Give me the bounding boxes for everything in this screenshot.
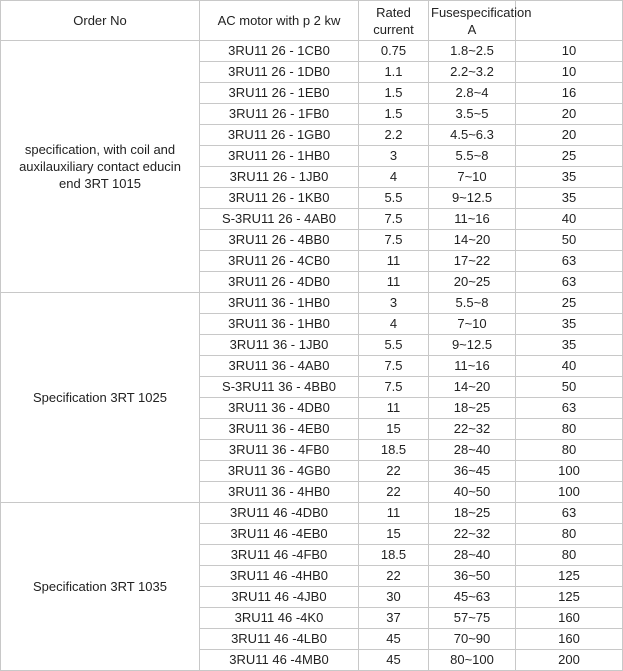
motor-power-cell: 15 bbox=[359, 524, 429, 545]
rated-current-cell: 17~22 bbox=[429, 251, 516, 272]
order-no-cell: 3RU11 36 - 4EB0 bbox=[200, 419, 359, 440]
order-no-cell: 3RU11 36 - 4HB0 bbox=[200, 482, 359, 503]
order-no-cell: 3RU11 46 -4FB0 bbox=[200, 545, 359, 566]
fuse-spec-cell: 125 bbox=[516, 587, 623, 608]
order-no-cell: 3RU11 26 - 1JB0 bbox=[200, 167, 359, 188]
rated-current-cell: 36~50 bbox=[429, 566, 516, 587]
header-rated-current: Rated current bbox=[359, 1, 429, 41]
motor-power-cell: 11 bbox=[359, 398, 429, 419]
order-no-cell: 3RU11 26 - 1DB0 bbox=[200, 62, 359, 83]
fuse-spec-cell: 35 bbox=[516, 314, 623, 335]
order-no-cell: 3RU11 36 - 1HB0 bbox=[200, 314, 359, 335]
order-no-cell: 3RU11 26 - 1GB0 bbox=[200, 125, 359, 146]
rated-current-cell: 9~12.5 bbox=[429, 188, 516, 209]
fuse-spec-cell: 40 bbox=[516, 356, 623, 377]
order-no-cell: 3RU11 36 - 4DB0 bbox=[200, 398, 359, 419]
fuse-spec-cell: 80 bbox=[516, 524, 623, 545]
fuse-spec-cell: 10 bbox=[516, 62, 623, 83]
order-no-cell: 3RU11 46 -4K0 bbox=[200, 608, 359, 629]
motor-power-cell: 7.5 bbox=[359, 356, 429, 377]
rated-current-cell: 2.2~3.2 bbox=[429, 62, 516, 83]
fuse-spec-cell: 125 bbox=[516, 566, 623, 587]
fuse-spec-cell: 63 bbox=[516, 398, 623, 419]
motor-power-cell: 11 bbox=[359, 251, 429, 272]
order-no-cell: 3RU11 46 -4LB0 bbox=[200, 629, 359, 650]
fuse-spec-cell: 35 bbox=[516, 188, 623, 209]
order-no-cell: 3RU11 36 - 4AB0 bbox=[200, 356, 359, 377]
order-no-cell: 3RU11 36 - 4FB0 bbox=[200, 440, 359, 461]
rated-current-cell: 36~45 bbox=[429, 461, 516, 482]
table-row bbox=[1, 503, 623, 524]
fuse-spec-cell: 200 bbox=[516, 650, 623, 671]
header-order-no: Order No bbox=[1, 1, 200, 41]
motor-power-cell: 15 bbox=[359, 419, 429, 440]
motor-power-cell: 4 bbox=[359, 167, 429, 188]
table-header bbox=[1, 1, 623, 41]
order-no-cell: 3RU11 26 - 1FB0 bbox=[200, 104, 359, 125]
order-no-cell: 3RU11 26 - 1KB0 bbox=[200, 188, 359, 209]
order-no-cell: 3RU11 46 -4MB0 bbox=[200, 650, 359, 671]
motor-power-cell: 5.5 bbox=[359, 188, 429, 209]
table-body bbox=[1, 41, 623, 671]
motor-power-cell: 22 bbox=[359, 482, 429, 503]
order-no-cell: 3RU11 26 - 1EB0 bbox=[200, 83, 359, 104]
fuse-spec-cell: 100 bbox=[516, 482, 623, 503]
group-label: Specification 3RT 1035 bbox=[1, 503, 200, 671]
rated-current-cell: 11~16 bbox=[429, 356, 516, 377]
motor-power-cell: 18.5 bbox=[359, 440, 429, 461]
fuse-spec-cell: 100 bbox=[516, 461, 623, 482]
rated-current-cell: 4.5~6.3 bbox=[429, 125, 516, 146]
motor-power-cell: 7.5 bbox=[359, 377, 429, 398]
motor-power-cell: 7.5 bbox=[359, 230, 429, 251]
motor-power-cell: 0.75 bbox=[359, 41, 429, 62]
order-no-cell: 3RU11 26 - 1HB0 bbox=[200, 146, 359, 167]
fuse-spec-cell: 25 bbox=[516, 293, 623, 314]
fuse-spec-cell: 16 bbox=[516, 83, 623, 104]
rated-current-cell: 70~90 bbox=[429, 629, 516, 650]
rated-current-cell: 80~100 bbox=[429, 650, 516, 671]
header-row bbox=[1, 1, 623, 41]
fuse-spec-cell: 35 bbox=[516, 335, 623, 356]
motor-power-cell: 5.5 bbox=[359, 335, 429, 356]
rated-current-cell: 5.5~8 bbox=[429, 293, 516, 314]
motor-power-cell: 3 bbox=[359, 146, 429, 167]
fuse-spec-cell: 80 bbox=[516, 419, 623, 440]
order-no-cell: 3RU11 36 - 4GB0 bbox=[200, 461, 359, 482]
order-no-cell: 3RU11 26 - 1CB0 bbox=[200, 41, 359, 62]
order-no-cell: 3RU11 46 -4EB0 bbox=[200, 524, 359, 545]
order-no-cell: 3RU11 46 -4HB0 bbox=[200, 566, 359, 587]
motor-power-cell: 4 bbox=[359, 314, 429, 335]
fuse-spec-cell: 80 bbox=[516, 545, 623, 566]
rated-current-cell: 20~25 bbox=[429, 272, 516, 293]
order-no-cell: 3RU11 26 - 4DB0 bbox=[200, 272, 359, 293]
fuse-spec-cell: 25 bbox=[516, 146, 623, 167]
fuse-spec-cell: 20 bbox=[516, 125, 623, 146]
order-no-cell: S-3RU11 36 - 4BB0 bbox=[200, 377, 359, 398]
rated-current-cell: 1.8~2.5 bbox=[429, 41, 516, 62]
rated-current-cell: 22~32 bbox=[429, 419, 516, 440]
table-row bbox=[1, 41, 623, 62]
motor-power-cell: 22 bbox=[359, 566, 429, 587]
rated-current-cell: 18~25 bbox=[429, 398, 516, 419]
motor-power-cell: 37 bbox=[359, 608, 429, 629]
motor-power-cell: 11 bbox=[359, 272, 429, 293]
order-no-cell: 3RU11 26 - 4BB0 bbox=[200, 230, 359, 251]
rated-current-cell: 7~10 bbox=[429, 314, 516, 335]
fuse-spec-cell: 63 bbox=[516, 251, 623, 272]
motor-power-cell: 22 bbox=[359, 461, 429, 482]
header-fuse-specification: Fusespecification A bbox=[429, 1, 516, 41]
order-no-cell: 3RU11 26 - 4CB0 bbox=[200, 251, 359, 272]
rated-current-cell: 7~10 bbox=[429, 167, 516, 188]
rated-current-cell: 28~40 bbox=[429, 545, 516, 566]
fuse-spec-cell: 10 bbox=[516, 41, 623, 62]
rated-current-cell: 14~20 bbox=[429, 377, 516, 398]
motor-power-cell: 7.5 bbox=[359, 209, 429, 230]
motor-power-cell: 3 bbox=[359, 293, 429, 314]
header-empty bbox=[516, 1, 623, 41]
motor-power-cell: 45 bbox=[359, 629, 429, 650]
order-no-cell: 3RU11 36 - 1JB0 bbox=[200, 335, 359, 356]
rated-current-cell: 57~75 bbox=[429, 608, 516, 629]
fuse-spec-cell: 63 bbox=[516, 272, 623, 293]
rated-current-cell: 14~20 bbox=[429, 230, 516, 251]
rated-current-cell: 45~63 bbox=[429, 587, 516, 608]
fuse-spec-cell: 160 bbox=[516, 629, 623, 650]
rated-current-cell: 22~32 bbox=[429, 524, 516, 545]
motor-power-cell: 45 bbox=[359, 650, 429, 671]
order-no-cell: S-3RU11 26 - 4AB0 bbox=[200, 209, 359, 230]
rated-current-cell: 3.5~5 bbox=[429, 104, 516, 125]
fuse-spec-cell: 80 bbox=[516, 440, 623, 461]
rated-current-cell: 18~25 bbox=[429, 503, 516, 524]
group-label: specification, with coil and auxilauxiliary contact educin end 3RT 1015 bbox=[1, 41, 200, 293]
motor-power-cell: 1.5 bbox=[359, 83, 429, 104]
group-label: Specification 3RT 1025 bbox=[1, 293, 200, 503]
rated-current-cell: 9~12.5 bbox=[429, 335, 516, 356]
rated-current-cell: 2.8~4 bbox=[429, 83, 516, 104]
rated-current-cell: 28~40 bbox=[429, 440, 516, 461]
motor-power-cell: 18.5 bbox=[359, 545, 429, 566]
fuse-spec-cell: 50 bbox=[516, 377, 623, 398]
table-row bbox=[1, 293, 623, 314]
fuse-spec-cell: 40 bbox=[516, 209, 623, 230]
rated-current-cell: 11~16 bbox=[429, 209, 516, 230]
fuse-spec-cell: 50 bbox=[516, 230, 623, 251]
order-no-cell: 3RU11 36 - 1HB0 bbox=[200, 293, 359, 314]
order-no-cell: 3RU11 46 -4DB0 bbox=[200, 503, 359, 524]
fuse-spec-cell: 20 bbox=[516, 104, 623, 125]
rated-current-cell: 5.5~8 bbox=[429, 146, 516, 167]
rated-current-cell: 40~50 bbox=[429, 482, 516, 503]
motor-power-cell: 11 bbox=[359, 503, 429, 524]
motor-power-cell: 30 bbox=[359, 587, 429, 608]
header-ac-motor: AC motor with p 2 kw bbox=[200, 1, 359, 41]
fuse-spec-cell: 63 bbox=[516, 503, 623, 524]
order-no-cell: 3RU11 46 -4JB0 bbox=[200, 587, 359, 608]
motor-power-cell: 1.5 bbox=[359, 104, 429, 125]
motor-power-cell: 2.2 bbox=[359, 125, 429, 146]
motor-power-cell: 1.1 bbox=[359, 62, 429, 83]
fuse-spec-cell: 35 bbox=[516, 167, 623, 188]
fuse-spec-cell: 160 bbox=[516, 608, 623, 629]
